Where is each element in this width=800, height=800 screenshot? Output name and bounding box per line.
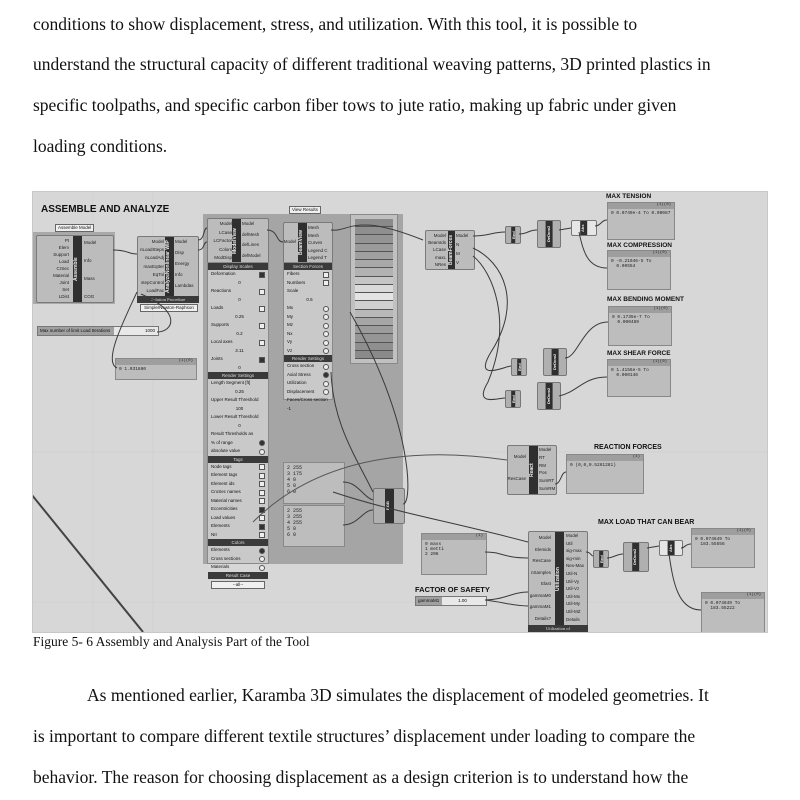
output-port[interactable]: Curves <box>308 240 323 245</box>
input-port[interactable]: nLoadSteps <box>139 247 164 253</box>
output-port[interactable]: M <box>456 251 460 256</box>
setting-label: NII <box>211 531 217 537</box>
input-port[interactable]: gammaM0 <box>529 592 551 598</box>
panel-header: (1)(0) <box>116 359 196 365</box>
output-port[interactable]: Util-MZ <box>566 609 581 614</box>
output-port[interactable]: Model <box>566 533 579 538</box>
setting-label: Cross sections <box>211 555 241 561</box>
utilization-footer: Utilization of <box>528 625 588 632</box>
setting-label: Cross section <box>287 363 315 368</box>
setting-label: Deformation <box>211 271 236 276</box>
input-port[interactable]: Model <box>283 239 296 244</box>
list-item: 6 0 <box>287 532 297 538</box>
view-results-tag[interactable]: View Results <box>289 206 321 214</box>
bounds-name: Bnd <box>517 359 521 375</box>
panel-value: 0 -0.21046-5 To 0.00554 <box>611 259 652 269</box>
output-port[interactable]: COG <box>84 294 95 299</box>
setting-label: Supports <box>211 322 230 327</box>
output-port[interactable]: Info <box>175 272 183 277</box>
setting-label: 0 <box>238 364 241 370</box>
output-port[interactable]: Mass <box>84 276 95 281</box>
paragraph-top-line-3: specific toolpaths, and specific carbon fiber tows to jute ratio, making up fabric under given <box>33 95 677 115</box>
setting-label: 0.2 <box>236 330 243 336</box>
input-port[interactable]: Model <box>151 239 164 244</box>
output-port[interactable]: SumRM <box>539 486 556 491</box>
bounds-name: Bnd <box>511 391 515 407</box>
bounds-name: Bnd <box>599 551 603 567</box>
result-case-header: Result Case <box>208 572 268 579</box>
assemble-name: Assemble <box>73 236 82 302</box>
analyze-name: AnalyzeNonlinear WIP <box>165 237 174 297</box>
setting-label: Fibers <box>287 271 300 276</box>
tags-header: Tags <box>208 456 268 463</box>
output-port[interactable]: Util-N <box>566 571 578 576</box>
output-port[interactable]: Model <box>539 447 552 452</box>
paragraph-top-line-2: understand the structural capacity of different traditional weaving patterns, 3D printed plastics in <box>33 54 711 74</box>
output-port[interactable]: RT <box>539 454 545 460</box>
input-port[interactable]: Model <box>433 233 446 238</box>
setting-label: CroSec names <box>211 489 241 494</box>
output-port[interactable]: Model <box>84 240 97 245</box>
setting-label: 0.25 <box>235 313 244 319</box>
paragraph-bottom-line-3: behavior. The reason for choosing displacement as a design criterion is to understand how the <box>33 767 689 787</box>
setting-label: Load values <box>211 514 236 520</box>
panel-value: 0 0.074649 To 183.55556 <box>695 537 731 547</box>
output-port[interactable]: Legend T <box>308 255 327 260</box>
input-port[interactable]: stepControl <box>140 280 164 285</box>
deconstruct-name: DeDom2 <box>632 543 639 571</box>
setting-label: Axial Stress <box>287 371 311 377</box>
setting-label: Materials <box>211 564 230 569</box>
panel-header: (1)(0) <box>702 593 764 599</box>
output-port[interactable]: Model <box>242 221 255 226</box>
setting-label: -1 <box>287 405 292 411</box>
solution-procedure-dropdown[interactable]: Simple/Newton-Raphson <box>140 304 198 312</box>
input-port[interactable]: nSamples <box>530 569 551 575</box>
beam-forces-name: BeamForces <box>448 231 455 269</box>
assemble-model-tag[interactable]: Assemble Model <box>55 224 94 232</box>
input-port[interactable]: Model <box>219 221 232 226</box>
panel-header: (1) <box>567 455 643 461</box>
output-port[interactable]: Model <box>175 239 188 244</box>
output-port[interactable]: N <box>456 242 460 247</box>
display-scales-header: Display Scales <box>208 263 268 270</box>
setting-label: 0 <box>238 422 241 428</box>
setting-label: Scale <box>287 288 299 293</box>
deconstruct-name: DeDom2 <box>546 221 553 247</box>
input-port[interactable]: CrSec <box>56 266 69 271</box>
setting-label: Vz <box>287 347 293 353</box>
input-port[interactable]: ModDisp <box>214 255 232 260</box>
reaction-forces-label: REACTION FORCES <box>594 444 662 451</box>
setting-label: Mx <box>287 305 293 310</box>
max-compression-label: MAX COMPRESSION <box>607 242 673 249</box>
output-port[interactable]: V <box>456 260 460 265</box>
panel-value: 0 0.074649 To 183.55222 <box>705 601 741 611</box>
panel-header: (1) <box>422 534 486 540</box>
input-port[interactable]: BeamIds <box>428 240 446 246</box>
max-shear-force-label: MAX SHEAR FORCE <box>607 350 671 357</box>
max-tension-label: MAX TENSION <box>606 193 652 200</box>
setting-label: 0.5 <box>306 296 313 302</box>
input-port[interactable]: ResCase <box>532 558 551 563</box>
list-item: 2 255 <box>287 465 303 471</box>
section-forces-header: Section Forces <box>284 263 332 270</box>
factor-of-safety-label: FACTOR OF SAFETY <box>415 585 490 594</box>
input-port[interactable]: Model <box>538 535 551 540</box>
list-item: 1 metti <box>425 547 444 552</box>
bounds-name: Bnd <box>511 227 515 243</box>
setting-label: Elements <box>211 523 230 528</box>
setting-label: Joints <box>211 356 223 361</box>
list-item: 5 0 <box>287 483 297 489</box>
output-port[interactable]: Nex-Max <box>566 563 585 569</box>
input-port[interactable]: LDist <box>58 294 69 299</box>
result-case-dropdown[interactable]: --all-- <box>211 581 265 589</box>
panel-header: (1)(0) <box>692 529 754 535</box>
setting-label: Loads <box>211 305 224 310</box>
abs-name: Abs <box>580 221 587 235</box>
panel-value: 0 1.4156e-5 To 0.000146 <box>611 368 649 378</box>
output-port[interactable]: Util <box>566 540 573 546</box>
output-port[interactable]: sig-max <box>566 548 582 554</box>
panel-header: (1)(0) <box>608 203 674 209</box>
rgb-merge-name: RGB <box>385 489 394 523</box>
max-load-label: MAX LOAD THAT CAN BEAR <box>598 519 695 526</box>
setting-label: Result Thresholds as <box>211 431 254 436</box>
setting-label: 3.11 <box>235 347 244 353</box>
setting-label: absolute value <box>211 448 241 453</box>
input-port[interactable]: LCase <box>432 247 446 253</box>
list-item: 3 175 <box>287 471 303 477</box>
input-port[interactable]: LCase <box>218 229 232 235</box>
panel-value: 0 0.0749e-4 To 0.00087 <box>611 211 671 216</box>
output-port[interactable]: Pos <box>539 470 547 476</box>
output-port[interactable]: Disp <box>175 250 185 255</box>
input-port[interactable]: maxEqIter <box>143 263 164 269</box>
reaction-name: React <box>529 446 538 494</box>
input-port[interactable]: Elem <box>58 245 69 250</box>
setting-label: Local axes <box>211 339 233 344</box>
output-port[interactable]: SumRT <box>539 478 555 484</box>
output-port[interactable]: Util-Mx <box>566 593 580 599</box>
figure-caption: Figure 5- 6 Assembly and Analysis Part of the Tool <box>33 634 310 649</box>
colors-header: Colors <box>208 539 268 546</box>
slider-value[interactable]: 1.00 <box>442 597 486 605</box>
slider-label: Max number of limit Load Iterations <box>38 327 114 335</box>
paragraph-bottom-line-1: As mentioned earlier, Karamba 3D simulates the displacement of modeled geometries. It <box>87 685 709 705</box>
output-port[interactable]: Lambdas <box>175 283 194 288</box>
setting-label: Node tags <box>211 463 232 469</box>
model-view-name: ModelView <box>232 219 241 263</box>
input-port[interactable]: gammaM1 <box>529 604 551 609</box>
render-settings-header: Render Settings <box>208 372 268 379</box>
beam-render-settings-header: Render Settings <box>284 355 332 362</box>
input-port[interactable]: Pt <box>64 238 69 243</box>
input-port[interactable]: maxL <box>434 254 446 260</box>
input-port[interactable]: Elast <box>540 581 551 586</box>
setting-label: Vy <box>287 339 293 344</box>
input-port[interactable]: Details? <box>534 615 551 621</box>
setting-label: Numbers <box>287 279 306 285</box>
output-port[interactable]: Info <box>84 258 92 263</box>
list-item: 6 0 <box>287 489 297 495</box>
panel-header: (1)(0) <box>609 307 671 313</box>
connection-wires <box>33 192 767 632</box>
list-item: 4 255 <box>287 520 303 526</box>
output-port[interactable]: Mesh <box>308 232 320 238</box>
panel-header: (1)(0) <box>608 360 670 366</box>
panel-header: (1)(0) <box>608 251 670 257</box>
list-item: 4 0 <box>287 477 297 483</box>
input-port[interactable]: EqTol <box>152 271 164 277</box>
setting-label: Elements <box>211 547 230 552</box>
output-port[interactable]: Util-Vy <box>566 578 580 584</box>
setting-label: Length Segment [ft] <box>211 380 251 385</box>
input-port[interactable]: NRes <box>434 261 446 267</box>
abs-name: Abs <box>668 541 675 555</box>
input-port[interactable]: Elemids <box>534 546 551 552</box>
input-port[interactable]: nLoadAdj <box>144 255 164 261</box>
output-port[interactable]: Details <box>566 616 580 622</box>
panel-value: 0 (0,0,0.5261281) <box>570 463 616 468</box>
input-port[interactable]: Material <box>52 273 69 278</box>
max-bending-moment-label: MAX BENDING MOMENT <box>607 296 684 303</box>
output-port[interactable]: defLines <box>242 242 260 247</box>
setting-label: Upper Result Threshold <box>211 397 259 402</box>
input-port[interactable]: Joint <box>59 280 69 285</box>
paragraph-bottom-line-2: is important to compare different textile structures’ displacement under loading to compare the <box>33 726 696 746</box>
input-port[interactable]: Model <box>513 454 526 459</box>
analyze-footer: Solution Procedure <box>137 296 199 303</box>
panel-value: 0 1.031880 <box>119 367 147 372</box>
output-port[interactable]: defModel <box>242 252 261 258</box>
output-port[interactable]: Util-My <box>566 601 580 607</box>
setting-label: 100 <box>235 405 244 411</box>
setting-label: Material names <box>211 497 242 503</box>
paragraph-top-line-1: conditions to show displacement, stress, and utilization. With this tool, it is possible to <box>33 14 638 34</box>
setting-label: 0 <box>238 279 241 285</box>
list-item: 2 255 <box>287 508 303 514</box>
output-port[interactable]: Util-Vz <box>566 586 580 592</box>
setting-label: Eccentricities <box>211 506 238 511</box>
output-port[interactable]: RM <box>539 462 546 468</box>
output-port[interactable]: Energy <box>175 261 190 266</box>
slider-value[interactable]: 1000 <box>114 327 158 335</box>
setting-label: Utilization <box>287 380 307 385</box>
input-port[interactable]: Colors <box>218 246 232 252</box>
setting-label: Reactions <box>211 288 232 293</box>
slider-name: gammaM1 <box>416 597 442 605</box>
setting-label: 0 <box>238 296 241 302</box>
input-port[interactable]: LCFactor <box>213 238 232 243</box>
output-port[interactable]: Legend C <box>308 247 328 253</box>
utilization-name: Utilization <box>555 532 564 626</box>
setting-label: Element ids <box>211 480 235 486</box>
paragraph-top-line-4: loading conditions. <box>33 136 168 156</box>
setting-label: Element tags <box>211 472 238 477</box>
setting-label: My <box>287 313 293 319</box>
list-item: 3 255 <box>287 514 303 520</box>
deconstruct-name: DeDom2 <box>552 349 559 375</box>
setting-label: Displacement <box>287 388 315 394</box>
deconstruct-name: DeDom2 <box>546 383 553 409</box>
input-port[interactable]: Support <box>53 252 69 257</box>
output-port[interactable]: Mesh <box>308 225 320 230</box>
list-item: 5 0 <box>287 526 297 532</box>
setting-label: Nx <box>287 330 293 336</box>
output-port[interactable]: sig-min <box>566 555 581 561</box>
setting-label: Mz <box>287 322 293 327</box>
grasshopper-canvas-figure <box>32 191 768 633</box>
input-port[interactable]: Load <box>58 259 69 264</box>
input-port[interactable]: Set <box>62 287 69 292</box>
setting-label: 0.25 <box>235 388 244 394</box>
beam-view-name: BeamView <box>298 223 307 263</box>
list-item: 2 206 <box>425 552 439 557</box>
setting-label: Faces/Cross section <box>287 397 328 402</box>
setting-label: Lower Result Threshold <box>211 414 259 419</box>
figure-title: ASSEMBLE AND ANALYZE <box>41 204 170 215</box>
input-port[interactable]: ResCase <box>507 476 526 481</box>
output-port[interactable]: Model <box>456 233 469 238</box>
list-item: 0 mass <box>425 542 442 547</box>
input-port[interactable]: LoadFac <box>146 288 164 294</box>
panel-value: 0 0.1735e-7 To 0.000489 <box>612 315 650 325</box>
output-port[interactable]: defMesh <box>242 231 260 237</box>
setting-label: % of range <box>211 439 233 445</box>
